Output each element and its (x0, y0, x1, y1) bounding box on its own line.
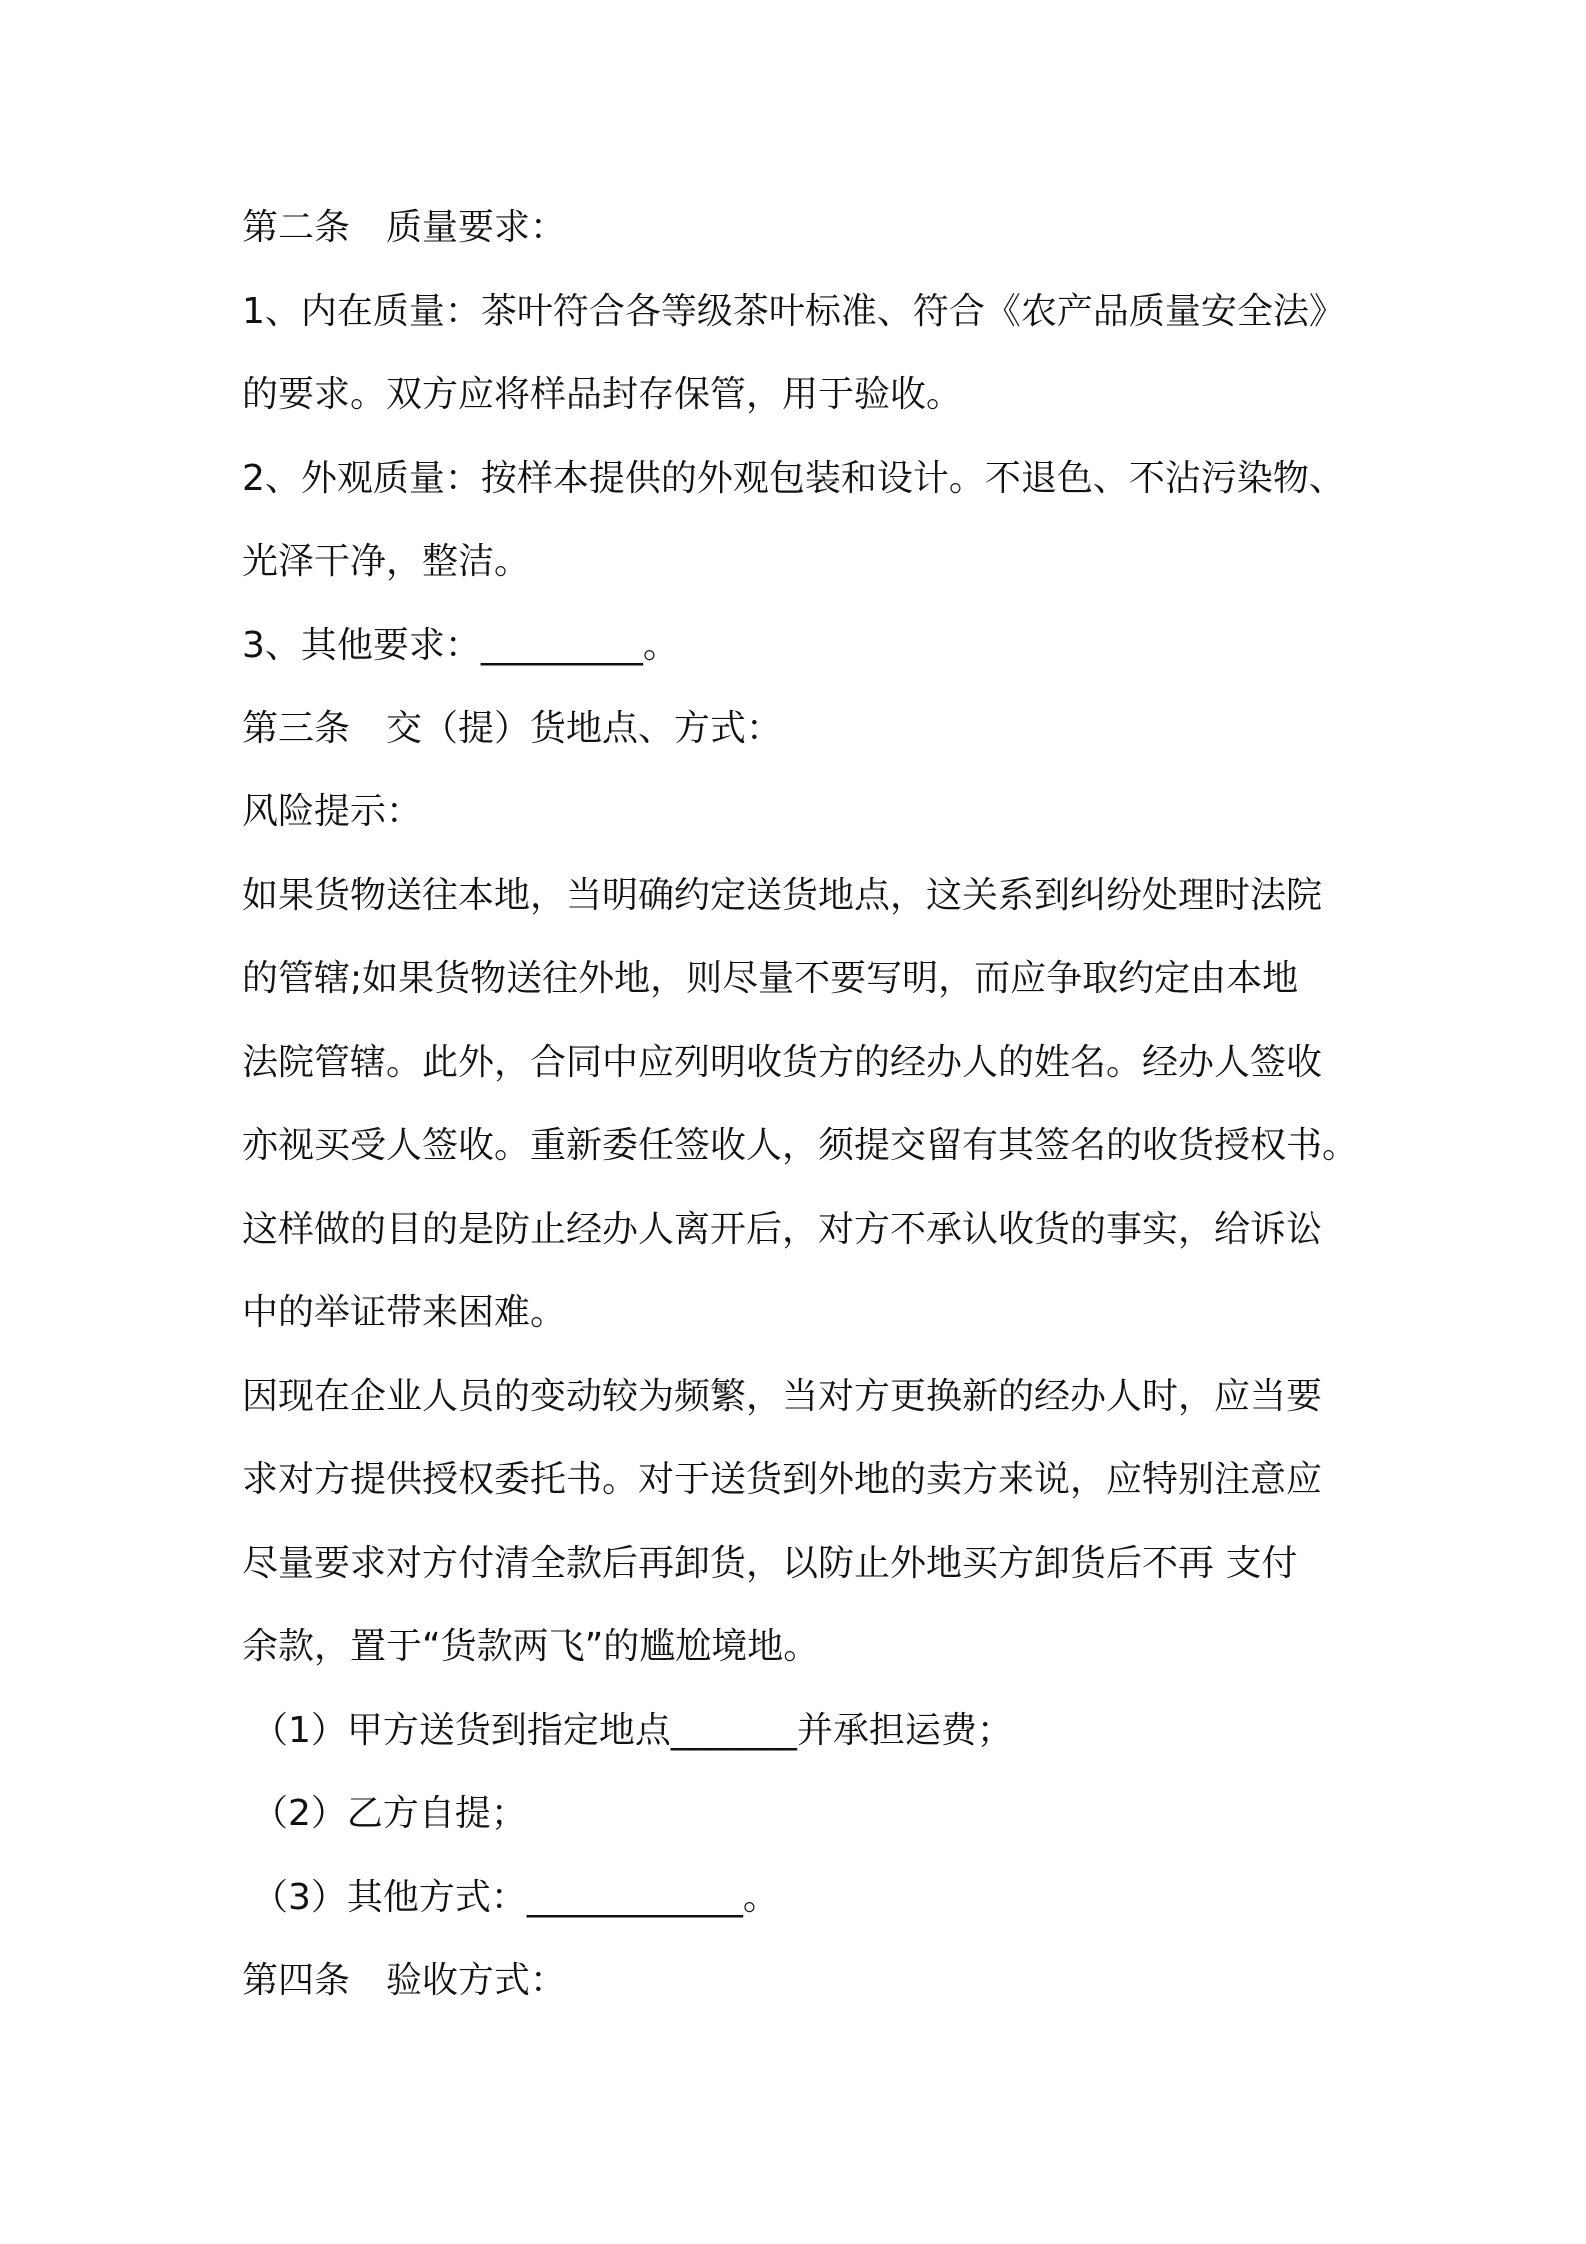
paragraph-line: 尽量要求对方付清全款后再卸货，以防止外地买方卸货后不再 支付 (242, 1543, 1298, 1584)
paragraph-line: 如果货物送往本地，当明确约定送货地点，这关系到纠纷处理时法院 (242, 875, 1323, 916)
paragraph-line: 亦视买受人签收。重新委任签收人，须提交留有其签名的收货授权书。 (242, 1125, 1359, 1166)
paragraph-line: 余款，置于“货款两飞”的尴尬境地。 (242, 1626, 820, 1667)
risk-notice-heading: 风险提示： (242, 791, 423, 832)
article-2-heading: 第二条 质量要求： (242, 207, 567, 248)
paragraph-line: 的管辖;如果货物送往外地，则尽量不要写明，而应争取约定由本地 (242, 958, 1299, 999)
option-3-line: （3）其他方式：____________。 (252, 1877, 779, 1918)
option-2-line: （2）乙方自提； (252, 1793, 527, 1834)
paragraph-line: 这样做的目的是防止经办人离开后，对方不承认收货的事实，给诉讼 (242, 1209, 1323, 1250)
article-4-heading: 第四条 验收方式： (242, 1960, 567, 2001)
paragraph-line: 3、其他要求：_________。 (242, 625, 679, 666)
paragraph-line: 的要求。双方应将样品封存保管，用于验收。 (242, 374, 963, 415)
article-3-heading: 第三条 交（提）货地点、方式： (242, 708, 783, 749)
paragraph-line: 1、内在质量：茶叶符合各等级茶叶标准、符合《农产品质量安全法》 (242, 291, 1345, 332)
option-1-line: （1）甲方送货到指定地点_______并承担运费； (252, 1710, 1013, 1751)
paragraph-line: 求对方提供授权委托书。对于送货到外地的卖方来说，应特别注意应 (242, 1459, 1323, 1500)
paragraph-line: 光泽干净，整洁。 (242, 541, 531, 582)
paragraph-line: 因现在企业人员的变动较为频繁，当对方更换新的经办人时，应当要 (242, 1376, 1323, 1417)
paragraph-line: 2、外观质量：按样本提供的外观包装和设计。不退色、不沾污染物、 (242, 458, 1345, 499)
paragraph-line: 中的举证带来困难。 (242, 1292, 567, 1333)
paragraph-line: 法院管辖。此外，合同中应列明收货方的经办人的姓名。经办人签收 (242, 1042, 1323, 1083)
